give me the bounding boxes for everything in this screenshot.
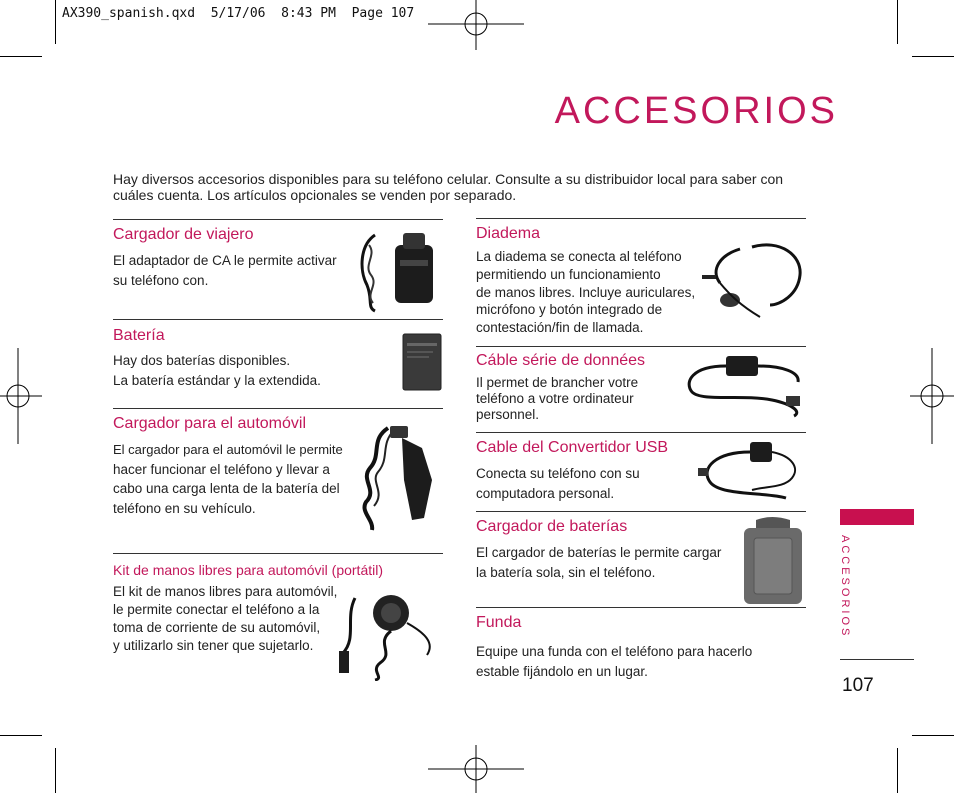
sidebar-section-label: ACCESORIOS <box>839 535 851 639</box>
registration-mark-bottom <box>428 745 524 793</box>
section-heading-cargador-viajero: Cargador de viajero <box>113 226 254 243</box>
page-number: 107 <box>842 675 874 696</box>
file-slug: AX390_spanish.qxd 5/17/06 8:43 PM Page 107 <box>62 6 415 21</box>
section-text: permitiendo un funcionamiento <box>476 267 661 282</box>
section-divider <box>476 432 806 433</box>
section-text: El cargador de baterías le permite cargar <box>476 545 722 560</box>
section-divider <box>113 219 443 220</box>
crop-mark <box>897 748 898 793</box>
section-divider <box>113 319 443 320</box>
registration-mark-right <box>910 348 954 444</box>
crop-mark <box>912 56 954 57</box>
section-heading-cable-serie: Cáble série de données <box>476 352 646 369</box>
section-text: teléfono en su vehículo. <box>113 501 256 516</box>
intro-paragraph: Hay diversos accesorios disponibles para su teléfono celular. Consulte a su distribuidor local para saber con cuáles cuenta. Los artículos opcionales se venden por separado. <box>113 171 784 203</box>
section-text: micrófono y botón integrado de <box>476 302 663 317</box>
battery-image <box>402 333 442 391</box>
section-text: de manos libres. Incluye auriculares, <box>476 285 696 300</box>
section-text: teléfono a votre ordinateur <box>476 391 634 406</box>
section-text: El adaptador de CA le permite activar <box>113 253 337 268</box>
page-number-rule <box>840 659 914 660</box>
section-text: El kit de manos libres para automóvil, <box>113 584 338 599</box>
crop-mark <box>0 735 42 736</box>
section-text: La diadema se conecta al teléfono <box>476 249 682 264</box>
crop-mark <box>0 56 42 57</box>
section-heading-funda: Funda <box>476 614 522 631</box>
section-text: le permite conectar el teléfono a la <box>113 602 320 617</box>
section-divider <box>113 553 443 554</box>
crop-mark <box>55 748 56 793</box>
usb-cable-image <box>696 438 802 510</box>
registration-mark-top <box>428 0 524 50</box>
section-divider <box>476 218 806 219</box>
registration-mark-left <box>0 348 42 444</box>
section-text: Hay dos baterías disponibles. <box>113 353 291 368</box>
section-text: cabo una carga lenta de la batería del <box>113 481 340 496</box>
section-text: su teléfono con. <box>113 273 209 288</box>
headset-image <box>700 235 808 327</box>
handsfree-kit-image <box>335 583 445 681</box>
serial-cable-image <box>682 352 808 420</box>
battery-charger-image <box>742 514 804 606</box>
section-text: computadora personal. <box>476 486 615 501</box>
section-divider <box>476 511 806 512</box>
section-heading-kit-manos-libres: Kit de manos libres para automóvil (portátil) <box>113 562 384 578</box>
section-text: la batería sola, sin el teléfono. <box>476 565 656 580</box>
section-text: toma de corriente de su automóvil, <box>113 620 321 635</box>
crop-mark <box>912 735 954 736</box>
section-divider <box>476 346 806 347</box>
section-heading-cargador-baterias: Cargador de baterías <box>476 518 628 535</box>
section-text: La batería estándar y la extendida. <box>113 373 321 388</box>
crop-mark <box>55 0 56 44</box>
section-text: personnel. <box>476 407 540 422</box>
page-title: ACCESORIOS <box>554 90 838 132</box>
section-divider <box>113 408 443 409</box>
travel-charger-image <box>355 225 445 317</box>
section-divider <box>476 607 806 608</box>
car-charger-image <box>360 420 440 535</box>
crop-mark <box>897 0 898 44</box>
section-heading-bateria: Batería <box>113 327 165 344</box>
section-text: El cargador para el automóvil le permite <box>113 442 343 457</box>
section-text: Il permet de brancher votre <box>476 375 639 390</box>
section-text: Equipe una funda con el teléfono para hacerlo <box>476 644 753 659</box>
section-text: hacer funcionar el teléfono y llevar a <box>113 462 330 477</box>
section-heading-diadema: Diadema <box>476 225 541 242</box>
section-text: contestación/fin de llamada. <box>476 320 644 335</box>
section-text: y utilizarlo sin tener que sujetarlo. <box>113 638 314 653</box>
section-heading-cable-usb: Cable del Convertidor USB <box>476 439 669 456</box>
sidebar-accent-bar <box>840 509 914 525</box>
section-text: estable fijándolo en un lugar. <box>476 664 648 679</box>
section-heading-cargador-automovil: Cargador para el automóvil <box>113 415 306 432</box>
section-text: Conecta su teléfono con su <box>476 466 640 481</box>
